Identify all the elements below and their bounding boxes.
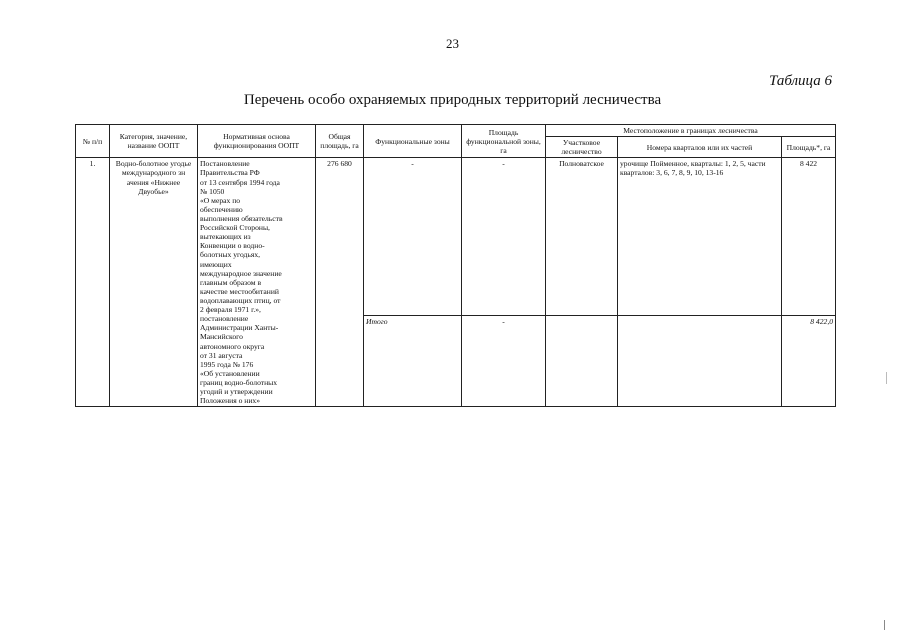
total-label: Итого bbox=[364, 316, 462, 407]
basis-line: болотных угодьях, bbox=[200, 250, 261, 260]
cell-quarters: урочище Пойменное, кварталы: 1, 2, 5, части кварталов: 3, 6, 7, 8, 9, 10, 13-16 bbox=[618, 158, 782, 316]
basis-line: имеющих bbox=[200, 259, 232, 269]
basis-line: главным образом в bbox=[200, 277, 262, 287]
header-row bbox=[76, 125, 836, 137]
cell-zones: - bbox=[364, 158, 462, 316]
table-caption: Таблица 6 bbox=[769, 73, 832, 89]
header-location-group: Местоположение в границах лесничества bbox=[546, 125, 836, 137]
header-area: Площадь*, га bbox=[782, 137, 836, 158]
cell-category: Водно-болотное угодье международного зн ачения «Нижнее Двуобье» bbox=[110, 158, 198, 407]
table-row bbox=[76, 158, 836, 316]
header-category: Категория, значение, название ООПТ bbox=[110, 125, 198, 158]
basis-line: 2 февраля 1971 г.», bbox=[200, 305, 261, 315]
basis-line: Постановление bbox=[200, 159, 250, 169]
basis-line: постановление bbox=[200, 314, 249, 324]
basis-line: выполнения обязательств bbox=[200, 213, 283, 223]
basis-line: «Об установлении bbox=[200, 368, 260, 378]
cell-district-text: Полноватское bbox=[559, 159, 604, 169]
basis-line: от 13 сентября 1994 года bbox=[200, 177, 280, 187]
header-zones: Функциональные зоны bbox=[364, 125, 462, 158]
basis-line: автономного округа bbox=[200, 341, 265, 351]
cell-total-area: 276 680 bbox=[316, 158, 364, 407]
basis-line: 1995 года № 176 bbox=[200, 359, 254, 369]
header-total-area: Общая площадь, га bbox=[316, 125, 364, 158]
basis-line: вытекающих из bbox=[200, 232, 251, 242]
basis-line: международное значение bbox=[200, 268, 282, 278]
basis-line: Российской Стороны, bbox=[200, 223, 270, 233]
total-zone-area: - bbox=[462, 316, 546, 407]
header-quarters: Номера кварталов или их частей bbox=[618, 137, 782, 158]
total-area-value: 8 422,0 bbox=[782, 316, 836, 407]
page-number: 23 bbox=[446, 36, 459, 51]
basis-line: «О мерах по bbox=[200, 195, 241, 205]
header-district: Участковое лесничество bbox=[546, 137, 618, 158]
basis-line: от 31 августа bbox=[200, 350, 243, 360]
basis-line: угодий и утверждении bbox=[200, 387, 273, 397]
basis-line: Администрации Ханты- bbox=[200, 323, 279, 333]
document-title: Перечень особо охраняемых природных территорий лесничества bbox=[243, 92, 662, 108]
protected-areas-table bbox=[75, 124, 836, 407]
cell-district bbox=[546, 158, 618, 316]
basis-line: водоплавающих птиц, от bbox=[200, 295, 281, 305]
cell-area: 8 422 bbox=[782, 158, 836, 316]
total-quarters-empty bbox=[618, 316, 782, 407]
scan-mark bbox=[886, 372, 887, 384]
total-district-empty bbox=[546, 316, 618, 407]
scan-mark bbox=[884, 620, 885, 630]
basis-line: границ водно-болотных bbox=[200, 377, 278, 387]
header-basis: Нормативная основа функционирования ООПТ bbox=[198, 125, 316, 158]
basis-line: Конвенции о водно- bbox=[200, 241, 265, 251]
basis-line: качестве местообитаний bbox=[200, 286, 279, 296]
basis-line: № 1050 bbox=[200, 186, 225, 196]
basis-line: Мансийского bbox=[200, 332, 243, 342]
header-num: № п/п bbox=[76, 125, 110, 158]
basis-line: Положения о них» bbox=[200, 396, 261, 406]
cell-zone-area: - bbox=[462, 158, 546, 316]
basis-line: обеспечению bbox=[200, 204, 243, 214]
header-zone-area: Площадь функциональной зоны, га bbox=[462, 125, 546, 158]
cell-basis bbox=[198, 158, 316, 407]
cell-num: 1. bbox=[76, 158, 110, 407]
basis-line: Правительства РФ bbox=[200, 168, 260, 178]
